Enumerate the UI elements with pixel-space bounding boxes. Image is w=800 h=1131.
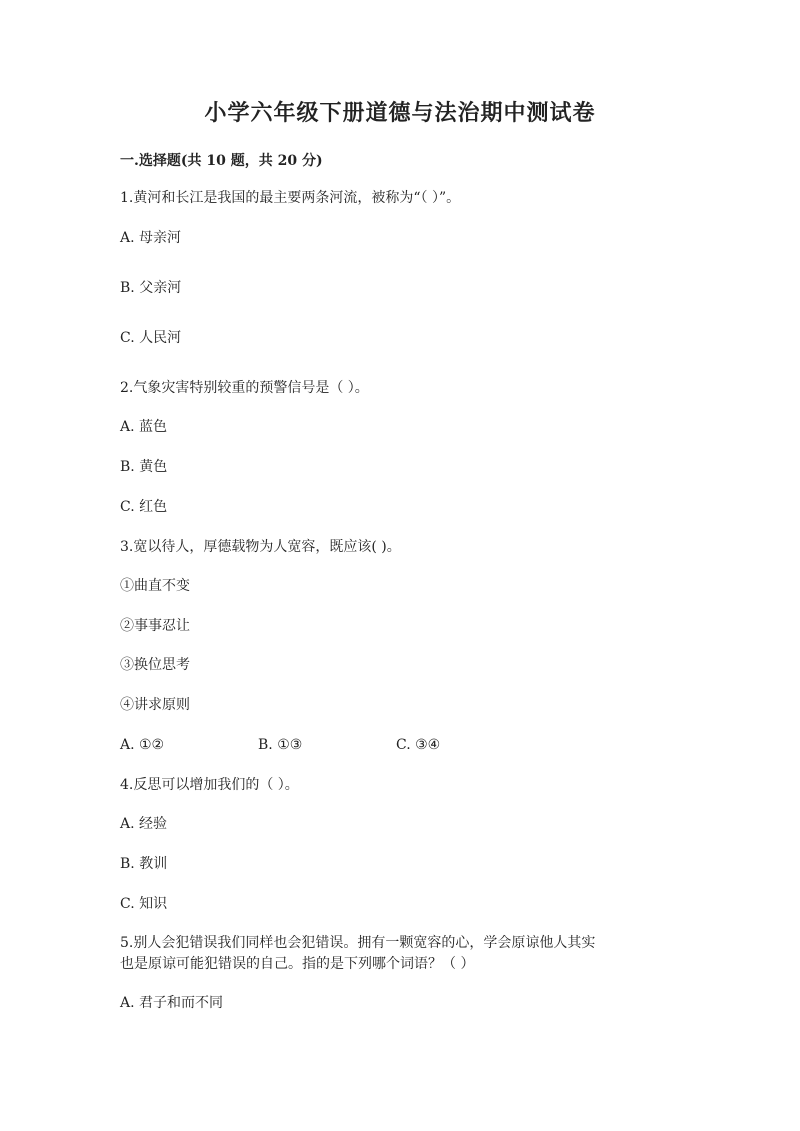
question-3-option-a: A. ①② — [120, 737, 165, 753]
question-3-statement-3: ③换位思考 — [120, 657, 190, 673]
question-1-stem: 1.黄河和长江是我国的最主要两条河流，被称为“（ ）”。 — [120, 190, 461, 206]
section-heading: 一.选择题(共 10 题，共 20 分) — [120, 153, 323, 169]
question-4-stem: 4.反思可以增加我们的（ ）。 — [120, 777, 299, 793]
question-2-option-a: A. 蓝色 — [120, 419, 168, 435]
question-3-statement-2: ②事事忍让 — [120, 618, 190, 634]
question-2-stem: 2.气象灾害特别较重的预警信号是（ ）。 — [120, 380, 369, 396]
question-4-option-a: A. 经验 — [120, 816, 168, 832]
question-3-stem: 3.宽以待人，厚德载物为人宽容，既应该( )。 — [120, 539, 401, 555]
page-title: 小学六年级下册道德与法治期中测试卷 — [204, 100, 596, 126]
question-5-stem-line-1: 5.别人会犯错误我们同样也会犯错误。拥有一颗宽容的心，学会原谅他人其实 — [120, 935, 596, 951]
question-3-statement-1: ①曲直不变 — [120, 578, 190, 594]
question-1-option-a: A. 母亲河 — [120, 230, 182, 246]
question-3-option-c: C. ③④ — [396, 737, 441, 753]
question-2-option-c: C. 红色 — [120, 499, 168, 515]
question-1-option-c: C. 人民河 — [120, 330, 182, 346]
question-2-option-b: B. 黄色 — [120, 459, 168, 475]
question-3-statement-4: ④讲求原则 — [120, 697, 190, 713]
question-1-option-b: B. 父亲河 — [120, 280, 182, 296]
question-4-option-b: B. 教训 — [120, 856, 168, 872]
question-4-option-c: C. 知识 — [120, 896, 168, 912]
question-3-option-b: B. ①③ — [258, 737, 303, 753]
question-5-option-a: A. 君子和而不同 — [120, 995, 224, 1011]
question-5-stem-line-2: 也是原谅可能犯错误的自己。指的是下列哪个词语？（ ） — [120, 956, 475, 972]
